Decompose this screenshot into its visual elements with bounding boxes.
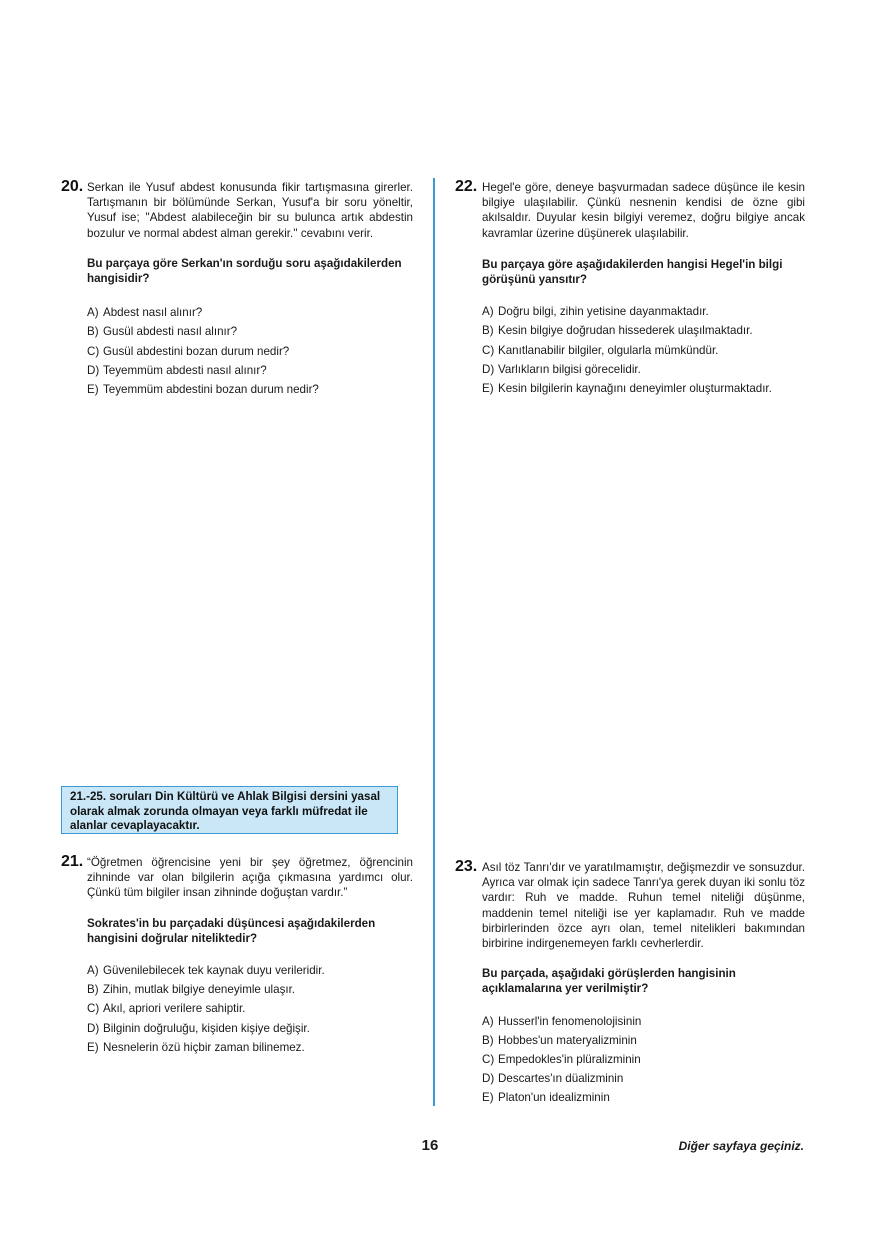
question-prompt: Bu parçada, aşağıdaki görüşlerden hangisinin açıklamalarına yer verilmiştir? [482,967,736,996]
answer-option-e[interactable]: E) Kesin bilgilerin kaynağını deneyimler oluşturmaktadır. [482,382,772,396]
question-number: 23. [455,858,478,875]
answer-option-b[interactable]: B) Zihin, mutlak bilgiye deneyimle ulaşır. [87,983,296,997]
question-21 [61,855,413,1057]
answer-option-c[interactable]: C) Akıl, apriori verilere sahiptir. [87,1002,246,1016]
answer-option-d[interactable]: D) Teyemmüm abdesti nasıl alınır? [87,363,267,377]
answer-option-c[interactable]: C) Empedokles'in plüralizminin [482,1053,641,1067]
question-prompt: Bu parçaya göre Serkan'ın sorduğu soru aşağıdakilerden hangisidir? [87,256,402,286]
question-stem: “Öğretmen öğrencisine yeni bir şey öğretmez, öğrencinin zihninde var olan bilgilerin açığa çıkmasına yardımcı olur. Çünkü tüm bilgiler insan zihninde doğuştan vardır.” [87,856,413,900]
question-prompt: Sokrates'in bu parçadaki düşüncesi aşağıdakilerden hangisini doğrular niteliktedir? [87,916,376,945]
answer-option-a[interactable]: A) Husserl'in fenomenolojisinin [482,1014,642,1028]
question-20 [61,180,413,399]
question-number: 22. [455,178,478,195]
section-notice: 21.-25. soruları Din Kültürü ve Ahlak Bilgisi dersini yasal olarak almak zorunda olmayan veya farklı müfredat ile alanlar cevaplayacaktır. [61,786,398,834]
answer-option-d[interactable]: D) Varlıkların bilgisi görecelidir. [482,362,641,376]
question-23 [455,860,805,1108]
answer-option-a[interactable]: A) Güvenilebilecek tek kaynak duyu verileridir. [87,964,325,978]
column-divider [433,178,435,1106]
answer-option-e[interactable]: E) Platon'un idealizminin [482,1091,610,1105]
question-number: 20. [61,178,84,195]
answer-option-b[interactable]: B) Kesin bilgiye doğrudan hissederek ulaşılmaktadır. [482,324,753,338]
next-page-note: Diğer sayfaya geçiniz. [678,1139,804,1153]
answer-option-b[interactable]: B) Gusül abdesti nasıl alınır? [87,325,238,339]
answer-option-a[interactable]: A) Abdest nasıl alınır? [87,306,203,320]
answer-option-d[interactable]: D) Descartes'ın düalizminin [482,1072,624,1086]
question-stem: Asıl töz Tanrı'dır ve yaratılmamıştır, değişmezdir ve sonsuzdur. Ayrıca var olmak için sadece Tanrı'ya gerek duyan iki sonlu töz vardır: Ruh ve madde. Ruhun temel niteliği düşünme, maddenin temel niteliği ise yer kaplamadır. Ruh ve madde birbirlerinden özce ayrı olan, temel nitelikleri bakımından birbirine indirgenemeyen farklı cevherlerdir. [482,861,805,951]
answer-option-e[interactable]: E) Nesnelerin özü hiçbir zaman bilinemez. [87,1040,305,1054]
answer-option-a[interactable]: A) Doğru bilgi, zihin yetisine dayanmaktadır. [482,305,709,319]
answer-option-b[interactable]: B) Hobbes'un materyalizminin [482,1033,637,1047]
question-stem: Hegel'e göre, deneye başvurmadan sadece düşünce ile kesin bilgiye ulaşılabilir. Çünkü nesnenin kendisi de özne gibi akılsaldır. Duyular kesin bilgiyi veremez, doğru bilgiye ancak kavramlar üzerine düşünerek ulaşılabilir. [482,181,805,240]
question-number: 21. [61,853,84,870]
answer-option-c[interactable]: C) Gusül abdestini bozan durum nedir? [87,344,290,358]
answer-option-c[interactable]: C) Kanıtlanabilir bilgiler, olgularla mümkündür. [482,343,719,357]
page-number: 16 [421,1137,439,1154]
question-stem: Serkan ile Yusuf abdest konusunda fikir tartışmasına girerler. Tartışmanın bir bölümünde Serkan, Yusuf'a bir soru yöneltir, Yusuf ise; ''Abdest alabileceğin bir su bulunca artık abdestin bozulur ve normal abdest alman gerekir.'' cevabını verir. [87,181,413,240]
question-22 [455,180,805,398]
answer-option-e[interactable]: E) Teyemmüm abdestini bozan durum nedir? [87,383,319,397]
answer-option-d[interactable]: D) Bilginin doğruluğu, kişiden kişiye değişir. [87,1021,310,1035]
question-prompt: Bu parçaya göre aşağıdakilerden hangisi Hegel'in bilgi görüşünü yansıtır? [482,257,783,287]
